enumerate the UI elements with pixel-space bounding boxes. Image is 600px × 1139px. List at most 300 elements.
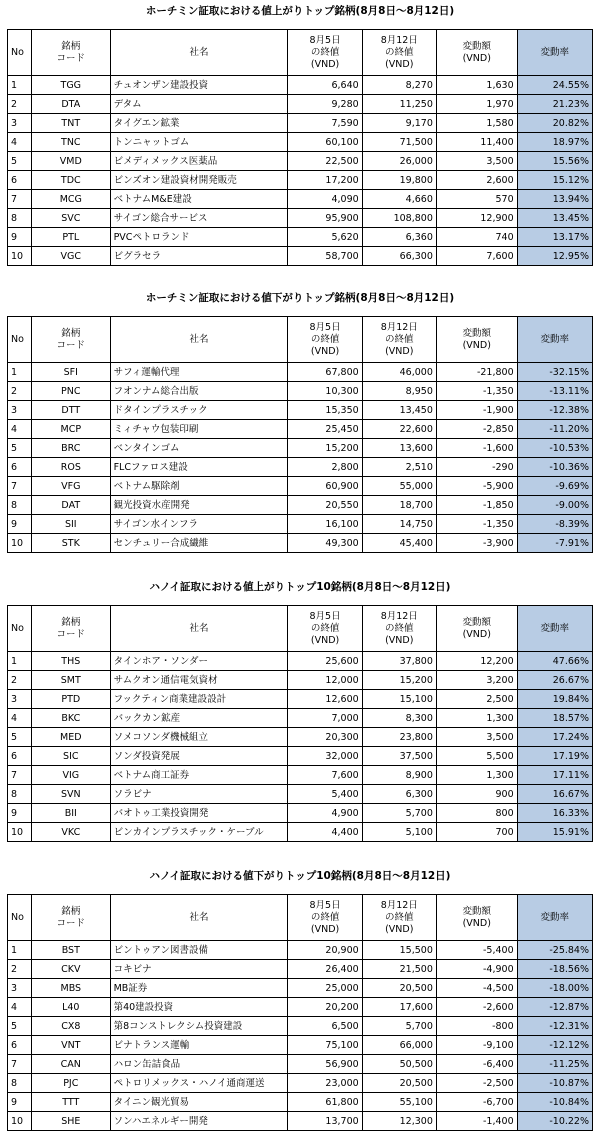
- cell-no: 10: [8, 247, 32, 266]
- cell-end: 46,000: [362, 363, 436, 382]
- cell-name: 第8コンストレクシム投資建設: [110, 1017, 288, 1036]
- header-name: [110, 30, 288, 76]
- header-code: [32, 606, 111, 652]
- cell-code: MCG: [32, 190, 111, 209]
- cell-no: 3: [8, 979, 32, 998]
- cell-change: -21,800: [436, 363, 517, 382]
- cell-name: サイゴン総合サービス: [110, 209, 288, 228]
- cell-name: ベンタインゴム: [110, 439, 288, 458]
- header-change: [436, 895, 517, 941]
- header-text: 変動率: [540, 622, 570, 634]
- cell-name: フオンナム総合出版: [110, 382, 288, 401]
- cell-no: 7: [8, 477, 32, 496]
- header-name: [110, 317, 288, 363]
- table-row: [8, 1017, 593, 1036]
- header-text: の終値: [310, 333, 340, 345]
- cell-start: 75,100: [288, 1036, 362, 1055]
- header-no: [8, 317, 32, 363]
- cell-code: THS: [32, 652, 111, 671]
- cell-name: ビントゥアン図書設備: [110, 941, 288, 960]
- cell-start: 9,280: [288, 95, 362, 114]
- table-row: [8, 690, 593, 709]
- header-text: No: [11, 911, 24, 923]
- header-text: 銘柄: [61, 905, 81, 917]
- cell-start: 6,640: [288, 76, 362, 95]
- cell-name: チュオンザン建設投資: [110, 76, 288, 95]
- table-row: [8, 823, 593, 842]
- cell-no: 8: [8, 209, 32, 228]
- header-text: の終値: [385, 333, 414, 345]
- cell-change: 3,200: [436, 671, 517, 690]
- cell-start: 13,700: [288, 1112, 362, 1131]
- cell-change: -3,900: [436, 534, 517, 553]
- header-text: (VND): [462, 52, 491, 64]
- cell-change: 1,300: [436, 709, 517, 728]
- cell-no: 7: [8, 1055, 32, 1074]
- cell-start: 23,000: [288, 1074, 362, 1093]
- cell-start: 60,100: [288, 133, 362, 152]
- cell-no: 10: [8, 1112, 32, 1131]
- table-row: [8, 671, 593, 690]
- cell-change: 2,500: [436, 690, 517, 709]
- cell-end: 8,950: [362, 382, 436, 401]
- header-name: [110, 606, 288, 652]
- cell-rate: -10.22%: [517, 1112, 592, 1131]
- cell-end: 66,300: [362, 247, 436, 266]
- cell-rate: 18.57%: [517, 709, 592, 728]
- header-change: [436, 30, 517, 76]
- cell-change: -5,900: [436, 477, 517, 496]
- cell-code: CAN: [32, 1055, 111, 1074]
- header-text: No: [11, 46, 24, 58]
- header-code: [32, 895, 111, 941]
- header-price-end: [362, 895, 436, 941]
- cell-code: TNC: [32, 133, 111, 152]
- header-text: (VND): [310, 58, 340, 70]
- header-text: (VND): [310, 634, 340, 646]
- cell-no: 3: [8, 114, 32, 133]
- cell-no: 8: [8, 1074, 32, 1093]
- cell-rate: 12.95%: [517, 247, 592, 266]
- cell-no: 1: [8, 941, 32, 960]
- cell-start: 15,350: [288, 401, 362, 420]
- cell-end: 5,100: [362, 823, 436, 842]
- header-text: (VND): [462, 628, 491, 640]
- cell-name: タイグエン鉱業: [110, 114, 288, 133]
- header-code: [32, 317, 111, 363]
- cell-no: 8: [8, 496, 32, 515]
- cell-no: 6: [8, 171, 32, 190]
- cell-end: 45,400: [362, 534, 436, 553]
- cell-no: 1: [8, 652, 32, 671]
- cell-code: DTT: [32, 401, 111, 420]
- cell-rate: 15.12%: [517, 171, 592, 190]
- cell-no: 9: [8, 804, 32, 823]
- ranking-table: [7, 894, 593, 1131]
- cell-rate: -32.15%: [517, 363, 592, 382]
- cell-no: 2: [8, 671, 32, 690]
- cell-change: 12,200: [436, 652, 517, 671]
- cell-rate: -18.00%: [517, 979, 592, 998]
- cell-rate: -10.87%: [517, 1074, 592, 1093]
- header-row: [8, 317, 593, 363]
- table-row: [8, 247, 593, 266]
- table-row: [8, 95, 593, 114]
- cell-end: 11,250: [362, 95, 436, 114]
- cell-end: 12,300: [362, 1112, 436, 1131]
- table-row: [8, 76, 593, 95]
- cell-end: 37,800: [362, 652, 436, 671]
- table-row: [8, 382, 593, 401]
- cell-no: 7: [8, 766, 32, 785]
- cell-code: DTA: [32, 95, 111, 114]
- cell-start: 61,800: [288, 1093, 362, 1112]
- cell-end: 17,600: [362, 998, 436, 1017]
- cell-name: ハロン缶詰食品: [110, 1055, 288, 1074]
- table-row: [8, 363, 593, 382]
- cell-rate: -10.53%: [517, 439, 592, 458]
- cell-name: ソメコソンダ機械組立: [110, 728, 288, 747]
- cell-end: 9,170: [362, 114, 436, 133]
- cell-start: 12,600: [288, 690, 362, 709]
- header-text: の終値: [385, 622, 414, 634]
- cell-change: 12,900: [436, 209, 517, 228]
- cell-name: サフィ運輸代理: [110, 363, 288, 382]
- cell-rate: 13.94%: [517, 190, 592, 209]
- cell-change: -2,850: [436, 420, 517, 439]
- cell-code: STK: [32, 534, 111, 553]
- cell-end: 21,500: [362, 960, 436, 979]
- table-row: [8, 114, 593, 133]
- cell-name: FLCファロス建設: [110, 458, 288, 477]
- cell-name: ベトナム駆除剤: [110, 477, 288, 496]
- cell-start: 60,900: [288, 477, 362, 496]
- header-text: 変動率: [540, 333, 570, 345]
- cell-rate: -12.38%: [517, 401, 592, 420]
- table-row: [8, 979, 593, 998]
- table-row: [8, 534, 593, 553]
- cell-no: 5: [8, 1017, 32, 1036]
- cell-code: PJC: [32, 1074, 111, 1093]
- cell-end: 13,600: [362, 439, 436, 458]
- cell-code: PTL: [32, 228, 111, 247]
- cell-no: 1: [8, 363, 32, 382]
- cell-change: -1,400: [436, 1112, 517, 1131]
- cell-name: センチュリー合成繊維: [110, 534, 288, 553]
- cell-rate: -12.31%: [517, 1017, 592, 1036]
- header-change: [436, 606, 517, 652]
- cell-change: -1,900: [436, 401, 517, 420]
- header-text: 8月5日: [309, 321, 341, 333]
- cell-end: 37,500: [362, 747, 436, 766]
- cell-end: 66,000: [362, 1036, 436, 1055]
- cell-end: 8,900: [362, 766, 436, 785]
- header-text: コード: [56, 52, 86, 64]
- table-row: [8, 804, 593, 823]
- cell-end: 18,700: [362, 496, 436, 515]
- header-text: 銘柄: [61, 327, 81, 339]
- cell-code: SVC: [32, 209, 111, 228]
- cell-code: TDC: [32, 171, 111, 190]
- cell-rate: -7.91%: [517, 534, 592, 553]
- header-price-end: [362, 317, 436, 363]
- cell-rate: 16.67%: [517, 785, 592, 804]
- cell-no: 9: [8, 228, 32, 247]
- cell-code: SIC: [32, 747, 111, 766]
- cell-no: 5: [8, 152, 32, 171]
- cell-start: 6,500: [288, 1017, 362, 1036]
- cell-name: PVCペトロランド: [110, 228, 288, 247]
- header-no: [8, 895, 32, 941]
- cell-change: 740: [436, 228, 517, 247]
- cell-start: 4,900: [288, 804, 362, 823]
- header-code: [32, 30, 111, 76]
- cell-end: 13,450: [362, 401, 436, 420]
- cell-name: ビンカインプラスチック・ケーブル: [110, 823, 288, 842]
- cell-no: 10: [8, 823, 32, 842]
- cell-end: 4,660: [362, 190, 436, 209]
- cell-start: 15,200: [288, 439, 362, 458]
- cell-name: ドタインプラスチック: [110, 401, 288, 420]
- cell-name: 観光投資水産開発: [110, 496, 288, 515]
- table-row: [8, 1036, 593, 1055]
- header-text: 社名: [189, 911, 209, 923]
- cell-name: ソンハエネルギー開発: [110, 1112, 288, 1131]
- cell-code: VMD: [32, 152, 111, 171]
- cell-no: 1: [8, 76, 32, 95]
- header-price-start: [288, 317, 362, 363]
- cell-code: BII: [32, 804, 111, 823]
- cell-change: 1,580: [436, 114, 517, 133]
- header-text: の終値: [310, 911, 340, 923]
- section-title: ホーチミン証取における値上がりトップ銘柄(8月8日～8月12日): [145, 5, 455, 17]
- cell-start: 17,200: [288, 171, 362, 190]
- cell-start: 20,300: [288, 728, 362, 747]
- section-title: ハノイ証取における値上がりトップ10銘柄(8月8日～8月12日): [149, 581, 451, 593]
- cell-rate: 15.91%: [517, 823, 592, 842]
- cell-no: 7: [8, 190, 32, 209]
- cell-no: 2: [8, 960, 32, 979]
- cell-code: SII: [32, 515, 111, 534]
- cell-change: 2,600: [436, 171, 517, 190]
- cell-end: 55,000: [362, 477, 436, 496]
- table-row: [8, 1093, 593, 1112]
- cell-rate: 17.19%: [517, 747, 592, 766]
- cell-no: 9: [8, 515, 32, 534]
- ranking-table: [7, 29, 593, 266]
- cell-change: -6,700: [436, 1093, 517, 1112]
- cell-end: 14,750: [362, 515, 436, 534]
- header-text: コード: [56, 628, 86, 640]
- table-row: [8, 439, 593, 458]
- table-row: [8, 190, 593, 209]
- cell-name: MB証券: [110, 979, 288, 998]
- header-text: 銘柄: [61, 40, 81, 52]
- header-text: 8月12日: [380, 610, 418, 622]
- cell-rate: 26.67%: [517, 671, 592, 690]
- cell-end: 19,800: [362, 171, 436, 190]
- cell-end: 23,800: [362, 728, 436, 747]
- table-row: [8, 401, 593, 420]
- cell-code: MCP: [32, 420, 111, 439]
- table-row: [8, 960, 593, 979]
- cell-end: 50,500: [362, 1055, 436, 1074]
- cell-rate: 15.56%: [517, 152, 592, 171]
- cell-no: 4: [8, 133, 32, 152]
- cell-rate: -9.69%: [517, 477, 592, 496]
- cell-rate: -18.56%: [517, 960, 592, 979]
- cell-change: 700: [436, 823, 517, 842]
- cell-end: 55,100: [362, 1093, 436, 1112]
- cell-start: 67,800: [288, 363, 362, 382]
- cell-rate: -9.00%: [517, 496, 592, 515]
- cell-change: 1,970: [436, 95, 517, 114]
- cell-end: 108,800: [362, 209, 436, 228]
- cell-code: VFG: [32, 477, 111, 496]
- cell-end: 6,360: [362, 228, 436, 247]
- cell-change: 1,300: [436, 766, 517, 785]
- header-text: No: [11, 622, 24, 634]
- cell-name: トンニャットゴム: [110, 133, 288, 152]
- cell-start: 32,000: [288, 747, 362, 766]
- cell-start: 7,000: [288, 709, 362, 728]
- cell-start: 56,900: [288, 1055, 362, 1074]
- cell-change: 800: [436, 804, 517, 823]
- header-text: (VND): [385, 345, 414, 357]
- header-text: 銘柄: [61, 616, 81, 628]
- table-row: [8, 728, 593, 747]
- header-text: (VND): [462, 917, 491, 929]
- cell-rate: -11.25%: [517, 1055, 592, 1074]
- table-row: [8, 766, 593, 785]
- table-row: [8, 652, 593, 671]
- cell-end: 2,510: [362, 458, 436, 477]
- cell-name: ソラビナ: [110, 785, 288, 804]
- header-text: の終値: [385, 46, 414, 58]
- cell-start: 5,400: [288, 785, 362, 804]
- ranking-table: [7, 605, 593, 842]
- header-text: 変動率: [540, 46, 570, 58]
- cell-no: 6: [8, 1036, 32, 1055]
- table-row: [8, 998, 593, 1017]
- header-rate: [517, 317, 592, 363]
- cell-code: SHE: [32, 1112, 111, 1131]
- cell-code: BKC: [32, 709, 111, 728]
- cell-name: ソンダ投資発展: [110, 747, 288, 766]
- table-row: [8, 209, 593, 228]
- header-text: (VND): [310, 345, 340, 357]
- header-text: 8月12日: [380, 34, 418, 46]
- cell-change: 5,500: [436, 747, 517, 766]
- cell-rate: -8.39%: [517, 515, 592, 534]
- header-text: コード: [56, 917, 86, 929]
- header-price-end: [362, 606, 436, 652]
- cell-name: バオトゥ工業投資開発: [110, 804, 288, 823]
- cell-end: 15,200: [362, 671, 436, 690]
- header-text: 8月12日: [380, 899, 418, 911]
- header-price-end: [362, 30, 436, 76]
- header-rate: [517, 30, 592, 76]
- header-text: 8月12日: [380, 321, 418, 333]
- cell-code: TGG: [32, 76, 111, 95]
- header-price-start: [288, 30, 362, 76]
- cell-name: ビメディメックス医薬品: [110, 152, 288, 171]
- header-change: [436, 317, 517, 363]
- cell-end: 5,700: [362, 1017, 436, 1036]
- cell-name: ペトロリメックス・ハノイ通商運送: [110, 1074, 288, 1093]
- cell-change: -290: [436, 458, 517, 477]
- section-title: ハノイ証取における値下がりトップ10銘柄(8月8日～8月12日): [149, 870, 451, 882]
- cell-rate: 17.11%: [517, 766, 592, 785]
- header-no: [8, 606, 32, 652]
- cell-code: SVN: [32, 785, 111, 804]
- table-row: [8, 1074, 593, 1093]
- cell-code: BRC: [32, 439, 111, 458]
- cell-code: MED: [32, 728, 111, 747]
- header-no: [8, 30, 32, 76]
- cell-name: サムクオン通信電気資材: [110, 671, 288, 690]
- cell-no: 3: [8, 401, 32, 420]
- table-row: [8, 420, 593, 439]
- cell-name: ビンズオン建設資材開発販売: [110, 171, 288, 190]
- table-row: [8, 1112, 593, 1131]
- cell-name: タイニン観光貿易: [110, 1093, 288, 1112]
- header-text: 社名: [189, 333, 209, 345]
- table-row: [8, 785, 593, 804]
- header-text: 8月5日: [309, 899, 341, 911]
- header-row: [8, 895, 593, 941]
- cell-name: サイゴン水インフラ: [110, 515, 288, 534]
- cell-end: 15,500: [362, 941, 436, 960]
- cell-start: 25,450: [288, 420, 362, 439]
- cell-rate: 13.45%: [517, 209, 592, 228]
- cell-rate: -25.84%: [517, 941, 592, 960]
- cell-code: CKV: [32, 960, 111, 979]
- header-text: の終値: [310, 622, 340, 634]
- cell-start: 4,090: [288, 190, 362, 209]
- cell-start: 12,000: [288, 671, 362, 690]
- cell-change: -2,500: [436, 1074, 517, 1093]
- cell-end: 22,600: [362, 420, 436, 439]
- cell-start: 22,500: [288, 152, 362, 171]
- header-text: 変動率: [540, 911, 570, 923]
- cell-name: フックティン商業建設設計: [110, 690, 288, 709]
- cell-start: 7,590: [288, 114, 362, 133]
- table-row: [8, 477, 593, 496]
- table-row: [8, 458, 593, 477]
- table-row: [8, 496, 593, 515]
- header-rate: [517, 606, 592, 652]
- cell-code: SFI: [32, 363, 111, 382]
- cell-start: 4,400: [288, 823, 362, 842]
- cell-no: 2: [8, 382, 32, 401]
- cell-end: 20,500: [362, 979, 436, 998]
- cell-name: デタム: [110, 95, 288, 114]
- cell-change: -4,900: [436, 960, 517, 979]
- cell-start: 49,300: [288, 534, 362, 553]
- cell-no: 5: [8, 439, 32, 458]
- cell-change: -1,350: [436, 515, 517, 534]
- header-text: 変動額: [462, 905, 491, 917]
- cell-code: TNT: [32, 114, 111, 133]
- header-row: [8, 30, 593, 76]
- cell-change: 570: [436, 190, 517, 209]
- cell-no: 6: [8, 458, 32, 477]
- cell-rate: 20.82%: [517, 114, 592, 133]
- cell-end: 26,000: [362, 152, 436, 171]
- cell-rate: -10.36%: [517, 458, 592, 477]
- cell-start: 10,300: [288, 382, 362, 401]
